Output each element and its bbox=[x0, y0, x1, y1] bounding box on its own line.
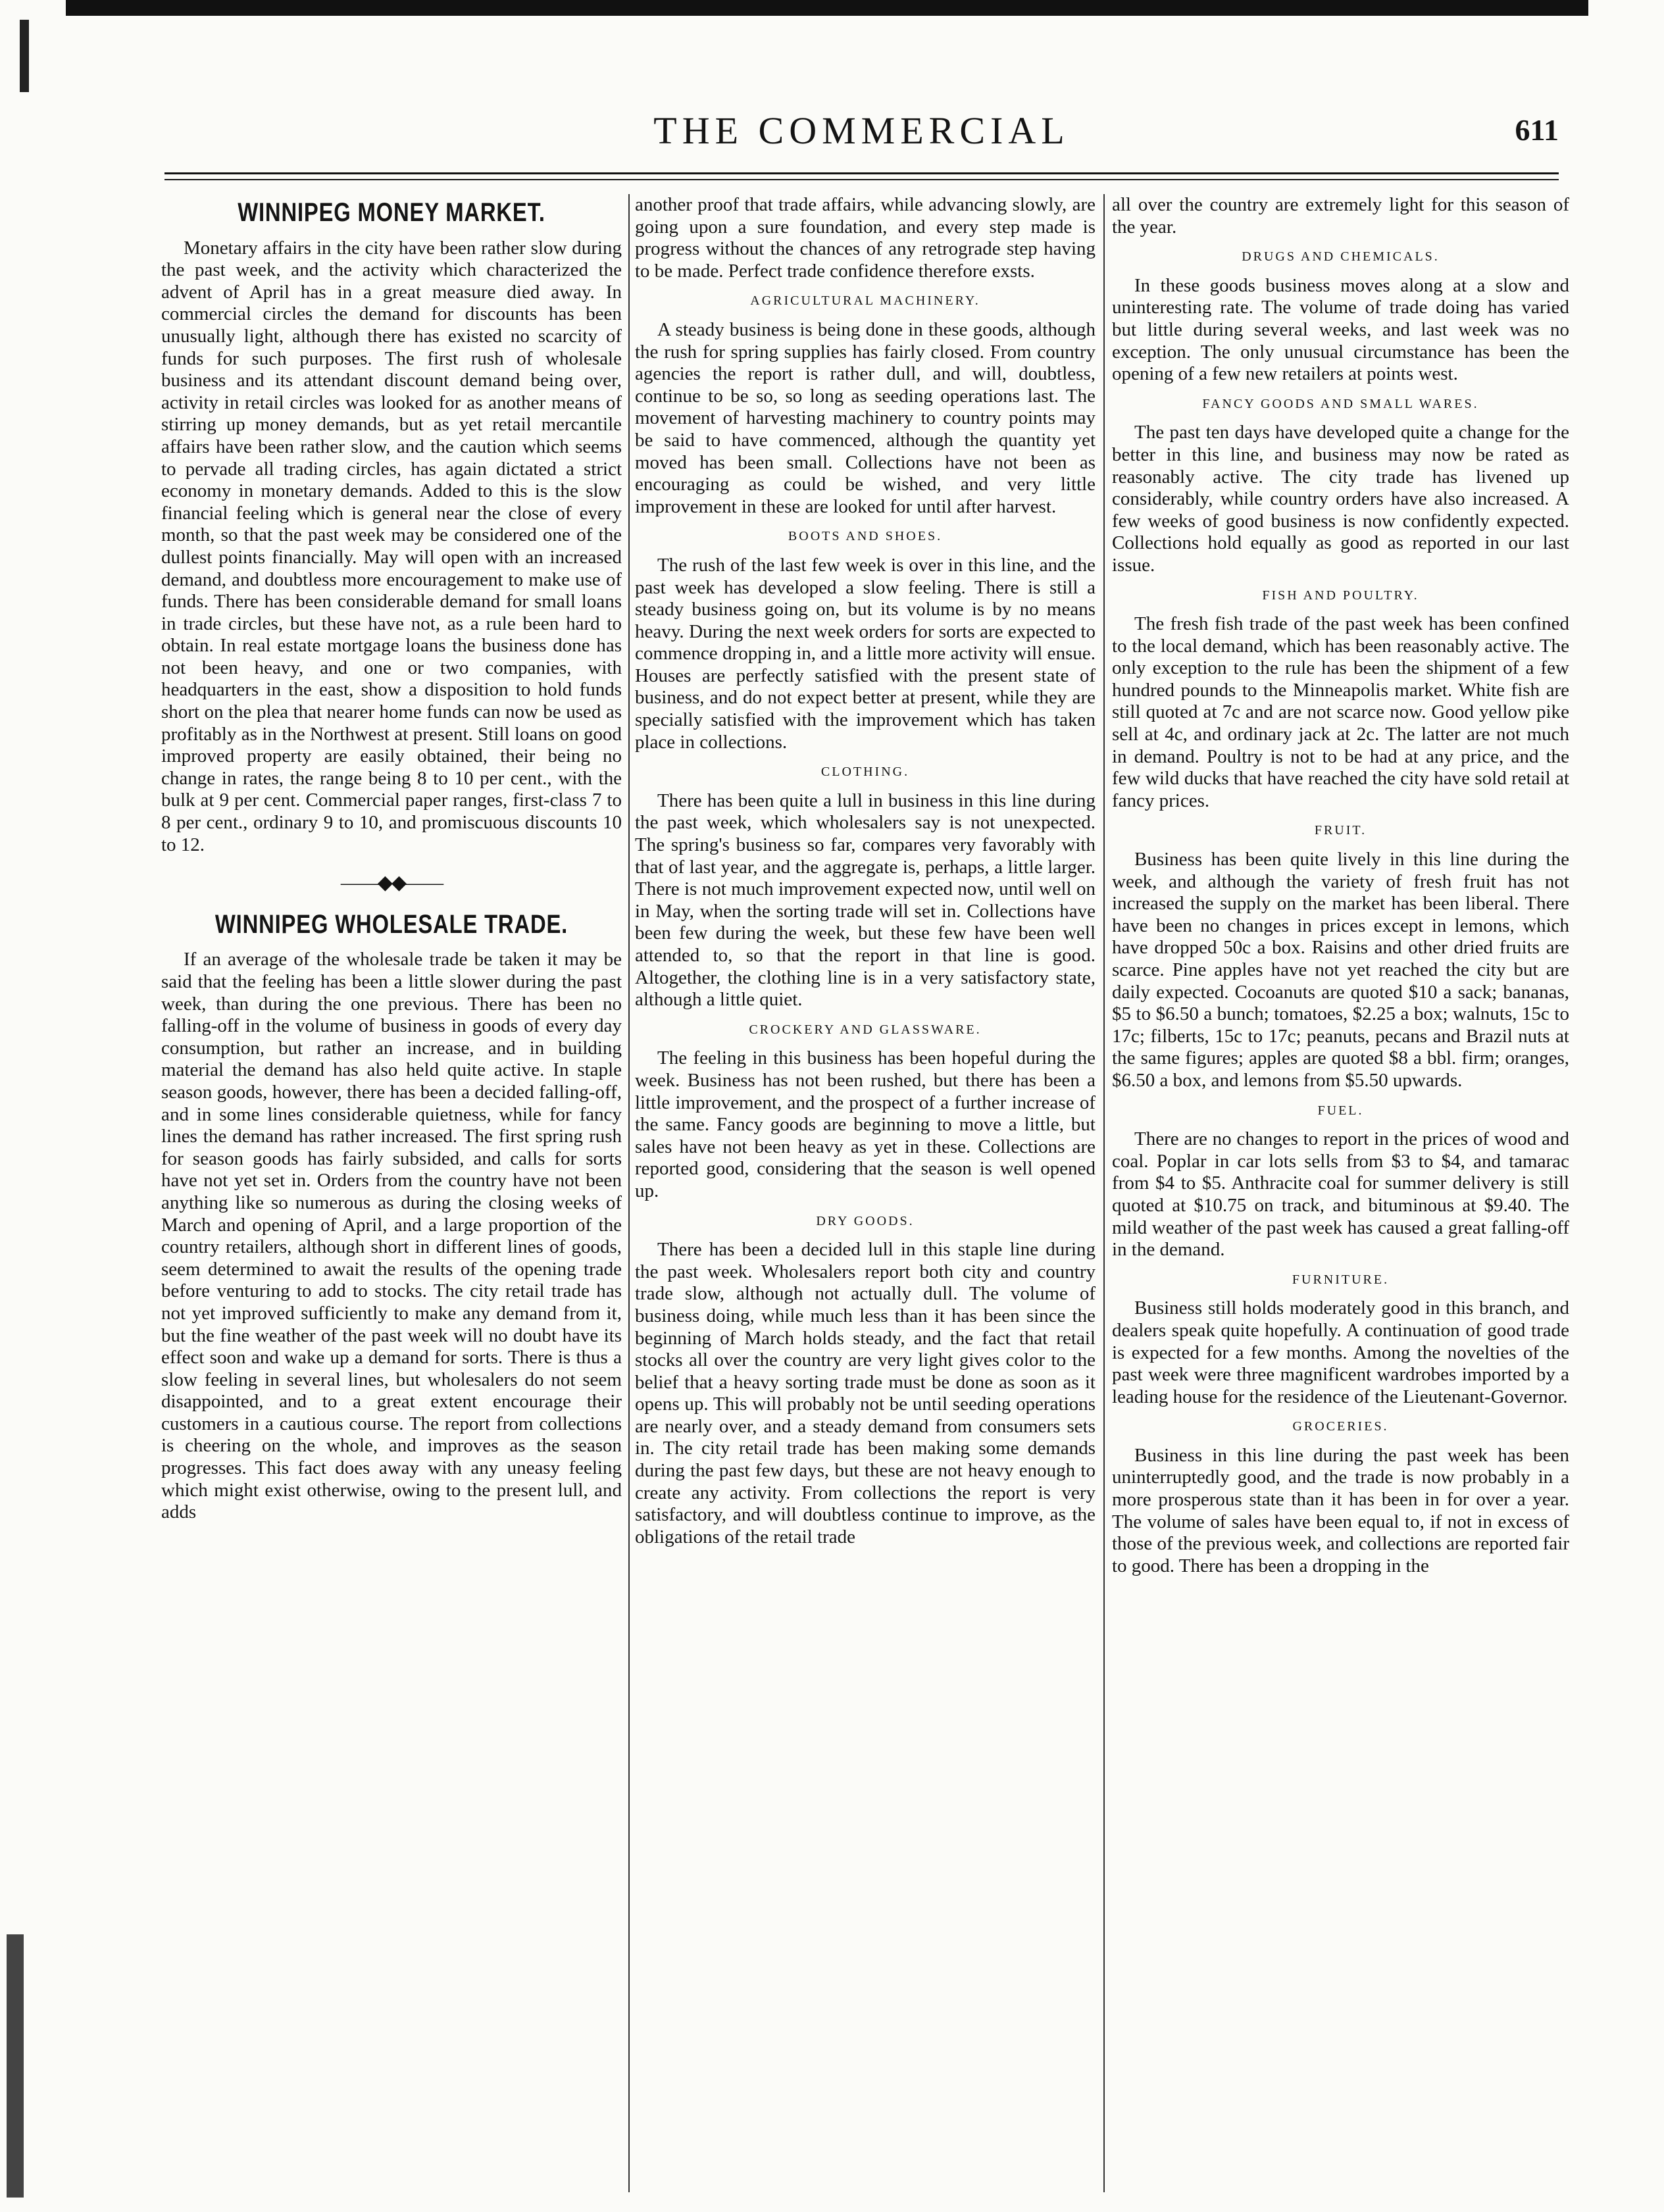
section-heading: FISH AND POULTRY. bbox=[1262, 588, 1419, 603]
article-paragraph: Business has been quite lively in this line during the week, and although the variety of fresh fruit has not increased the supply on the market has been liberal. There have been no changes in prices except in lemons, which have dropped 50c a box. Raisins and other dried fruits are scarce. Pine apples have not yet reached the city but are daily expected. Cocoanuts are quoted $10 a sack; bananas, $5 to $6.50 a bunch; tomatoes, $2.25 a box; walnuts, 15c to 17c; filberts, 15c to 17c; peanuts, pecans and Brazil nuts at the same figures; apples are quoted $8 a bbl. firm; oranges, $6.50 a box, and lemons from $5.50 upwards. bbox=[1112, 849, 1569, 1091]
section-heading: FUEL. bbox=[1317, 1103, 1364, 1118]
article-paragraph: The past ten days have developed quite a change for the better in this line, and business may now be rated as reasonably active. The city trade has livened up considerably, while country orders have also increased. A few weeks of good business is now confidently expected. Collections hold equally as good as reported in our last issue. bbox=[1112, 422, 1569, 576]
section-ornament: ——◆◆—— bbox=[340, 872, 443, 894]
column-1 bbox=[161, 194, 622, 1532]
article-paragraph: The fresh fish trade of the past week has been confined to the local demand, which has been reasonably active. The only exception to the rule has been the shipment of a few hundred pounds to the Minneapolis market. White fish are still quoted at 7c and are not scarce now. Good yellow pike sell at 4c, and ordinary jack at 2c. The latter are not much in demand. Poultry is not to be had at any price, and the few wild ducks that have reached the city have sold retail at fancy prices. bbox=[1112, 613, 1569, 811]
article-paragraph: another proof that trade affairs, while advancing slowly, are going upon a sure foundation, and every step made is progress without the chances of any retrograde step having to be made. Perfect trade confidence therefore exsts. bbox=[635, 194, 1096, 282]
column-2 bbox=[635, 194, 1096, 1556]
header-rule bbox=[164, 179, 1559, 180]
article-paragraph: all over the country are extremely light for this season of the year. bbox=[1112, 194, 1569, 238]
article-paragraph: Business still holds moderately good in this branch, and dealers speak quite hopefully. A continuation of good trade is expected for a few months. Among the novelties of the past week were three magnificent wardrobes imported by a leading house for the residence of the Lieutenant-Governor. bbox=[1112, 1297, 1569, 1407]
page-number: 611 bbox=[1515, 113, 1559, 147]
scan-artifact bbox=[7, 1934, 24, 2198]
scan-artifact bbox=[20, 20, 29, 92]
article-paragraph: The rush of the last few week is over in this line, and the past week has developed a slow feeling. There is still a steady business going on, but its volume is by no means heavy. During the next week orders for sorts are expected to commence dropping in, and a little more activity will ensue. Houses are perfectly satisfied with the present state of business, and do not expect better at present, while they are specially satisfied with the improvement which has taken place in collections. bbox=[635, 554, 1096, 753]
masthead: THE COMMERCIAL bbox=[653, 109, 1070, 152]
section-heading: AGRICULTURAL MACHINERY. bbox=[750, 293, 980, 309]
header-rule bbox=[164, 172, 1559, 174]
article-heading: WINNIPEG WHOLESALE TRADE. bbox=[214, 909, 568, 939]
section-heading: BOOTS AND SHOES. bbox=[788, 529, 943, 544]
article-paragraph: In these goods business moves along at a slow and uninteresting rate. The volume of trade doing has varied but little during several weeks, and last week was no exception. The only unusual circumstance has been the opening of a few new retailers at points west. bbox=[1112, 274, 1569, 385]
section-heading: CLOTHING. bbox=[820, 765, 910, 780]
scan-top-border bbox=[66, 0, 1588, 16]
article-paragraph: There has been a decided lull in this staple line during the past week. Wholesalers report both city and country trade slow, although not actually dull. The volume of business doing, while much less than it has been since the beginning of March holds steady, and the fact that retail stocks all over the country are very light gives color to the belief that a heavy sorting trade must be done as soon as it opens up. This will probably not be until seeding operations are nearly over, and a steady demand from consumers sets in. The city retail trade has been making some demands during the past few days, but these are not heavy enough to create any activity. From collections the report is very satisfactory, and will doubtless continue to improve, as the obligations of the retail trade bbox=[635, 1239, 1096, 1547]
column-divider bbox=[1103, 194, 1105, 2192]
section-heading: GROCERIES. bbox=[1292, 1419, 1389, 1434]
column-3 bbox=[1112, 194, 1569, 1585]
section-heading: FRUIT. bbox=[1314, 823, 1367, 838]
section-heading: FURNITURE. bbox=[1292, 1272, 1390, 1287]
article-heading: WINNIPEG MONEY MARKET. bbox=[238, 198, 545, 227]
article-paragraph: If an average of the wholesale trade be taken it may be said that the feeling has been a little slower during the past week, than during the one previous. There has been no falling-off in the volume of business in goods of every day consumption, but rather an increase, and in building material the demand has also held quite active. In staple season goods, however, there has been a decided falling-off, and in some lines considerable quietness, while for fancy lines the demand has rather increased. The first spring rush for season goods has fairly subsided, and calls for sorts have not yet set in. Orders from the country have not been anything like so numerous as during the closing weeks of March and opening of April, and a large proportion of the country retailers, although short in different lines of goods, seem determined to await the results of the opening trade before venturing to add to stocks. The city retail trade has not yet improved sufficiently to make any demand from it, but the fine weather of the past week will no doubt have its effect soon and wake up a demand for sorts. There is thus a slow feeling in several lines, but wholesalers do not seem disappointed, and to a great extent encourage their customers in a cautious course. The report from collections is cheering on the whole, and improves as the season progresses. This fact does away with any uneasy feeling which might exist otherwise, owing to the present lull, and adds bbox=[161, 949, 622, 1523]
article-paragraph: Monetary affairs in the city have been rather slow during the past week, and the activity which characterized the advent of April has in a great measure died away. In commercial circles the demand for discounts has been unusually light, although there has existed no scarcity of funds for such purposes. The first rush of wholesale business and its attendant discount demand being over, activity in retail circles was looked for as another means of stirring up money demands, but as yet retail mercantile affairs have been rather slow, and the caution which seems to pervade all trading circles, has again dictated a strict economy in monetary demands. Added to this is the slow financial feeling which is general near the close of every month, so that the past week may be considered one of the dullest points financially. May will open with an increased demand, and doubtless more encouragement to make use of funds. There has been considerable demand for small loans in trade circles, but these have not, as a rule been hard to obtain. In real estate mortgage loans the business done has not been heavy, and one or two companies, with headquarters in the east, show a disposition to hold funds short on the plea that nearer home funds can now be used as profitably as in the Northwest at present. Still loans on good improved property are easily obtained, their being no change in rates, the range being 8 to 10 per cent., with the bulk at 9 per cent. Commercial paper ranges, first-class 7 to 8 per cent., ordinary 9 to 10, and promiscuous discounts 10 to 12. bbox=[161, 237, 622, 855]
page-header bbox=[164, 109, 1559, 161]
section-heading: DRY GOODS. bbox=[816, 1213, 915, 1228]
article-paragraph: Business in this line during the past week has been uninterruptedly good, and the trade is now probably in a more prosperous state than it has been in for over a year. The volume of sales have been equal to, if not in excess of those of the previous week, and collections are reported fair to good. There has been a dropping in the bbox=[1112, 1444, 1569, 1576]
section-heading: FANCY GOODS AND SMALL WARES. bbox=[1202, 396, 1479, 411]
column-divider bbox=[628, 194, 630, 2192]
section-heading: CROCKERY AND GLASSWARE. bbox=[749, 1022, 982, 1037]
article-paragraph: The feeling in this business has been hopeful during the week. Business has not been rushed, but there has been a little improvement, and the prospect of a further increase of the same. Fancy goods are beginning to move a little, but sales have not been heavy as yet in these. Collections are reported good, considering that the season is well opened up. bbox=[635, 1047, 1096, 1201]
article-paragraph: There has been quite a lull in business in this line during the past week, which wholesalers say is not unexpected. The spring's business so far, compares very favorably with that of last year, and the aggregate is, perhaps, a little larger. There is not much improvement expected now, until well on in May, when the sorting trade will set in. Collections have been few during the week, but these few have been well attended to, so that the report in that line is good. Altogether, the clothing line is in a very satisfactory state, although a little quiet. bbox=[635, 790, 1096, 1011]
article-paragraph: There are no changes to report in the prices of wood and coal. Poplar in car lots sells from $3 to $4, and tamarac from $4 to $5. Anthracite coal for summer delivery is still quoted at $10.75 on track, and bituminous at $9.40. The mild weather of the past week has caused a great falling-off in the demand. bbox=[1112, 1128, 1569, 1261]
section-heading: DRUGS AND CHEMICALS. bbox=[1242, 249, 1440, 264]
article-paragraph: A steady business is being done in these goods, although the rush for spring supplies has fairly closed. From country agencies the report is rather dull, and will, doubtless, continue to be so, so long as seeding operations last. The movement of harvesting machinery to country points may be said to have commenced, although the quantity yet moved has been small. Collections have not been as encouraging as could be wished, and very little improvement in these are looked for until after harvest. bbox=[635, 318, 1096, 517]
